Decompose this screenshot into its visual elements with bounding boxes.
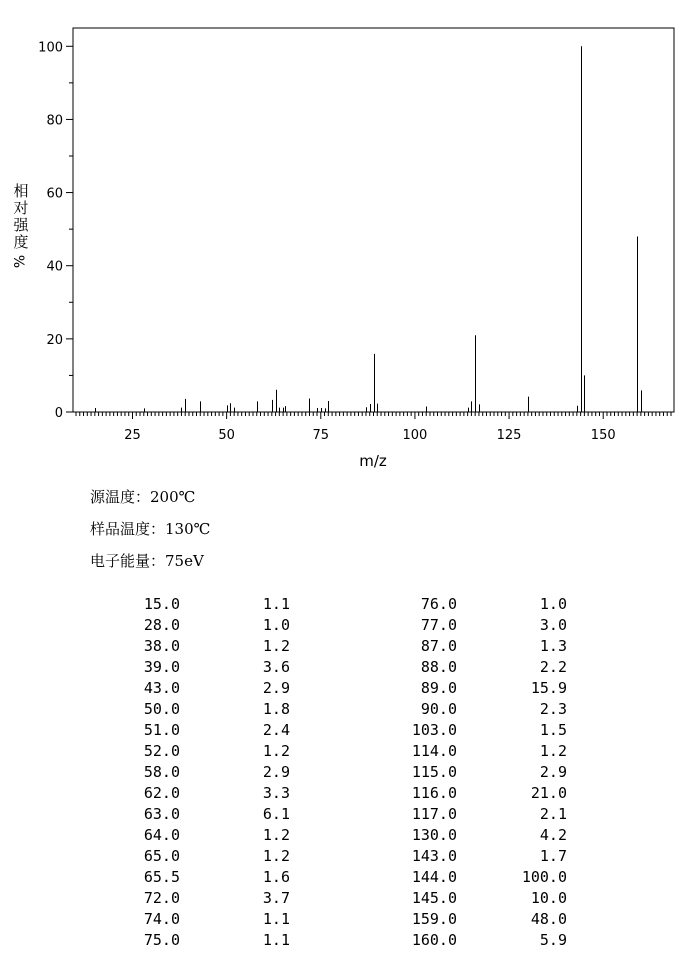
- mz-cell: 62.0: [143, 784, 180, 802]
- table-row: [110, 846, 567, 867]
- intensity-cell: 1.1: [262, 910, 290, 928]
- intensity-cell: 1.0: [539, 595, 567, 613]
- y-tick-label: 0: [54, 406, 63, 421]
- x-tick-label: 150: [590, 428, 616, 443]
- table-row: [110, 909, 567, 930]
- intensity-cell: 10.0: [530, 889, 567, 907]
- mz-cell: 74.0: [143, 910, 180, 928]
- table-row: [110, 615, 567, 636]
- intensity-cell: 3.7: [262, 889, 290, 907]
- intensity-cell: 2.9: [262, 679, 290, 697]
- electron-energy: 电子能量：75eV: [90, 552, 204, 570]
- intensity-cell: 1.5: [539, 721, 567, 739]
- mz-cell: 114.0: [411, 742, 457, 760]
- mz-cell: 50.0: [143, 700, 180, 718]
- mz-cell: 72.0: [143, 889, 180, 907]
- mz-cell: 64.0: [143, 826, 180, 844]
- mz-cell: 65.5: [143, 868, 180, 886]
- mz-cell: 117.0: [411, 805, 457, 823]
- mz-cell: 88.0: [420, 658, 457, 676]
- table-row: [110, 657, 567, 678]
- x-axis-label: m/z: [359, 452, 387, 470]
- mz-cell: 51.0: [143, 721, 180, 739]
- peak-table-body: [110, 594, 567, 951]
- intensity-cell: 2.9: [539, 763, 567, 781]
- intensity-cell: 1.7: [539, 847, 567, 865]
- peak-bars: [96, 46, 642, 412]
- intensity-cell: 2.9: [262, 763, 290, 781]
- intensity-cell: 1.1: [262, 595, 290, 613]
- table-row: [110, 804, 567, 825]
- intensity-cell: 2.4: [262, 721, 290, 739]
- mz-cell: 77.0: [420, 616, 457, 634]
- intensity-cell: 21.0: [530, 784, 567, 802]
- mz-cell: 89.0: [420, 679, 457, 697]
- mz-cell: 87.0: [420, 637, 457, 655]
- table-row: [110, 636, 567, 657]
- intensity-cell: 100.0: [521, 868, 567, 886]
- y-axis-label-char: 度: [13, 233, 29, 251]
- mz-cell: 52.0: [143, 742, 180, 760]
- intensity-cell: 2.2: [539, 658, 567, 676]
- intensity-cell: 1.3: [539, 637, 567, 655]
- y-tick-label: 40: [46, 259, 63, 275]
- intensity-cell: 6.1: [262, 805, 290, 823]
- mz-cell: 159.0: [411, 910, 457, 928]
- table-row: [110, 762, 567, 783]
- table-row: [110, 741, 567, 762]
- peak-table: [110, 594, 567, 951]
- mass-spectrum-chart: [0, 0, 696, 480]
- mz-cell: 103.0: [411, 721, 457, 739]
- table-row: [110, 720, 567, 741]
- mz-cell: 15.0: [143, 595, 180, 613]
- acquisition-conditions: [90, 484, 210, 580]
- mz-cell: 130.0: [411, 826, 457, 844]
- mz-cell: 115.0: [411, 763, 457, 781]
- y-axis-label-char: 强: [13, 216, 29, 234]
- table-row: [110, 930, 567, 951]
- intensity-cell: 1.0: [262, 616, 290, 634]
- x-tick-label: 25: [124, 428, 141, 443]
- intensity-cell: 1.8: [262, 700, 290, 718]
- table-row: [110, 867, 567, 888]
- intensity-cell: 1.2: [262, 826, 290, 844]
- y-axis-label-char: 相: [13, 182, 29, 200]
- x-tick-label: 100: [402, 428, 428, 443]
- y-axis-label-unit: %: [12, 254, 29, 269]
- intensity-cell: 3.6: [262, 658, 290, 676]
- intensity-cell: 1.6: [262, 868, 290, 886]
- table-row: [110, 783, 567, 804]
- y-axis-label-char: 对: [13, 199, 29, 217]
- source-temperature: 源温度：200℃: [90, 488, 196, 506]
- plot-frame: [73, 28, 674, 412]
- y-tick-label: 20: [46, 332, 63, 348]
- mz-cell: 38.0: [143, 637, 180, 655]
- mz-cell: 144.0: [411, 868, 457, 886]
- y-tick-label: 80: [46, 113, 63, 129]
- sample-temperature: 样品温度：130℃: [90, 520, 211, 538]
- table-row: [110, 825, 567, 846]
- intensity-cell: 1.2: [262, 742, 290, 760]
- table-row: [110, 888, 567, 909]
- mz-cell: 75.0: [143, 931, 180, 949]
- mz-cell: 39.0: [143, 658, 180, 676]
- mz-cell: 143.0: [411, 847, 457, 865]
- x-tick-label: 125: [496, 428, 522, 443]
- mz-cell: 76.0: [420, 595, 457, 613]
- intensity-cell: 2.1: [539, 805, 567, 823]
- table-row: [110, 594, 567, 615]
- intensity-cell: 2.3: [539, 700, 567, 718]
- y-axis-label: [12, 183, 30, 270]
- intensity-cell: 15.9: [530, 679, 567, 697]
- table-row: [110, 678, 567, 699]
- mz-cell: 116.0: [411, 784, 457, 802]
- mz-cell: 160.0: [411, 931, 457, 949]
- axis-ticks: [38, 40, 671, 443]
- mz-cell: 43.0: [143, 679, 180, 697]
- mz-cell: 63.0: [143, 805, 180, 823]
- mz-cell: 90.0: [420, 700, 457, 718]
- x-tick-label: 75: [312, 428, 330, 443]
- intensity-cell: 1.2: [539, 742, 567, 760]
- intensity-cell: 3.0: [539, 616, 567, 634]
- y-tick-label: 60: [46, 186, 63, 202]
- intensity-cell: 1.2: [262, 637, 290, 655]
- mz-cell: 65.0: [143, 847, 180, 865]
- y-tick-label: 100: [38, 40, 63, 56]
- intensity-cell: 4.2: [539, 826, 567, 844]
- table-row: [110, 699, 567, 720]
- intensity-cell: 5.9: [539, 931, 567, 949]
- x-tick-label: 50: [218, 428, 235, 443]
- intensity-cell: 1.1: [262, 931, 290, 949]
- mz-cell: 145.0: [411, 889, 457, 907]
- intensity-cell: 3.3: [262, 784, 290, 802]
- mz-cell: 28.0: [143, 616, 180, 634]
- intensity-cell: 48.0: [530, 910, 567, 928]
- mz-cell: 58.0: [143, 763, 180, 781]
- intensity-cell: 1.2: [262, 847, 290, 865]
